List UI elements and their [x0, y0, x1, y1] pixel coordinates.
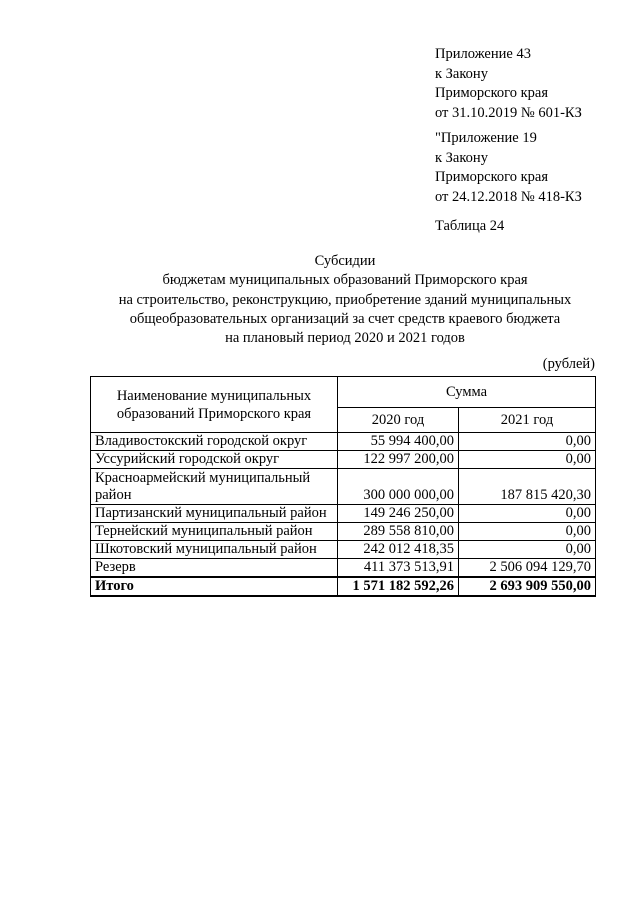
table-row — [91, 451, 596, 469]
row-2021: 0,00 — [459, 541, 596, 559]
total-row — [91, 577, 596, 596]
appendix-line: "Приложение 19 — [435, 130, 537, 146]
row-2020: 55 994 400,00 — [338, 433, 459, 451]
row-name: Владивостокский городской округ — [91, 433, 338, 451]
table-header-row — [91, 377, 596, 408]
appendix-current — [435, 45, 582, 123]
table-row — [91, 523, 596, 541]
row-2021: 187 815 420,30 — [459, 469, 596, 505]
title-line: общеобразовательных организаций за счет средств краевого бюджета — [129, 310, 561, 327]
row-name: Партизанский муниципальный район — [91, 505, 338, 523]
appendix-line: от 31.10.2019 № 601-КЗ — [435, 104, 582, 121]
title-line: на плановый период 2020 и 2021 годов — [225, 330, 465, 347]
table-row — [91, 433, 596, 451]
row-2020: 122 997 200,00 — [338, 451, 459, 469]
row-2020: 300 000 000,00 — [338, 469, 459, 505]
title-line: бюджетам муниципальных образований Приморского края — [162, 272, 528, 289]
document-title — [90, 252, 600, 348]
row-2021: 2 506 094 129,70 — [459, 559, 596, 578]
header-sum: Сумма — [338, 377, 596, 408]
row-2020: 289 558 810,00 — [338, 523, 459, 541]
total-2021: 2 693 909 550,00 — [459, 577, 596, 596]
appendix-line: Приложение 43 — [435, 46, 531, 62]
appendix-line: Приморского края — [435, 85, 549, 101]
appendix-line: от 24.12.2018 № 418-КЗ — [435, 188, 582, 205]
total-2020: 1 571 182 592,26 — [338, 577, 459, 596]
appendix-line: к Закону — [435, 149, 488, 166]
row-2021: 0,00 — [459, 451, 596, 469]
title-line: на строительство, реконструкцию, приобретение зданий муниципальных — [118, 291, 572, 308]
appendix-line: к Закону — [435, 65, 488, 82]
row-name: Тернейский муниципальный район — [91, 523, 338, 541]
unit-label: (рублей) — [542, 356, 595, 372]
row-2021: 0,00 — [459, 505, 596, 523]
subsidy-table — [90, 376, 596, 597]
header-2020: 2020 год — [338, 408, 459, 433]
header-name: Наименование муниципальных образований Приморского края — [91, 377, 338, 433]
header-2021: 2021 год — [459, 408, 596, 433]
table-number: Таблица 24 — [435, 218, 505, 234]
row-2021: 0,00 — [459, 433, 596, 451]
row-2020: 242 012 418,35 — [338, 541, 459, 559]
row-name: Шкотовский муниципальный район — [91, 541, 338, 559]
row-2021: 0,00 — [459, 523, 596, 541]
table-row — [91, 469, 596, 505]
table-row — [91, 505, 596, 523]
appendix-line: Приморского края — [435, 169, 549, 185]
row-2020: 149 246 250,00 — [338, 505, 459, 523]
row-name: Красноармейский муниципальный район — [91, 469, 338, 505]
appendix-previous — [435, 129, 582, 207]
row-2020: 411 373 513,91 — [338, 559, 459, 578]
table-row — [91, 559, 596, 578]
row-name: Уссурийский городской округ — [91, 451, 338, 469]
title-line: Субсидии — [314, 253, 376, 269]
total-name: Итого — [91, 577, 338, 596]
row-name: Резерв — [91, 559, 338, 578]
table-row — [91, 541, 596, 559]
